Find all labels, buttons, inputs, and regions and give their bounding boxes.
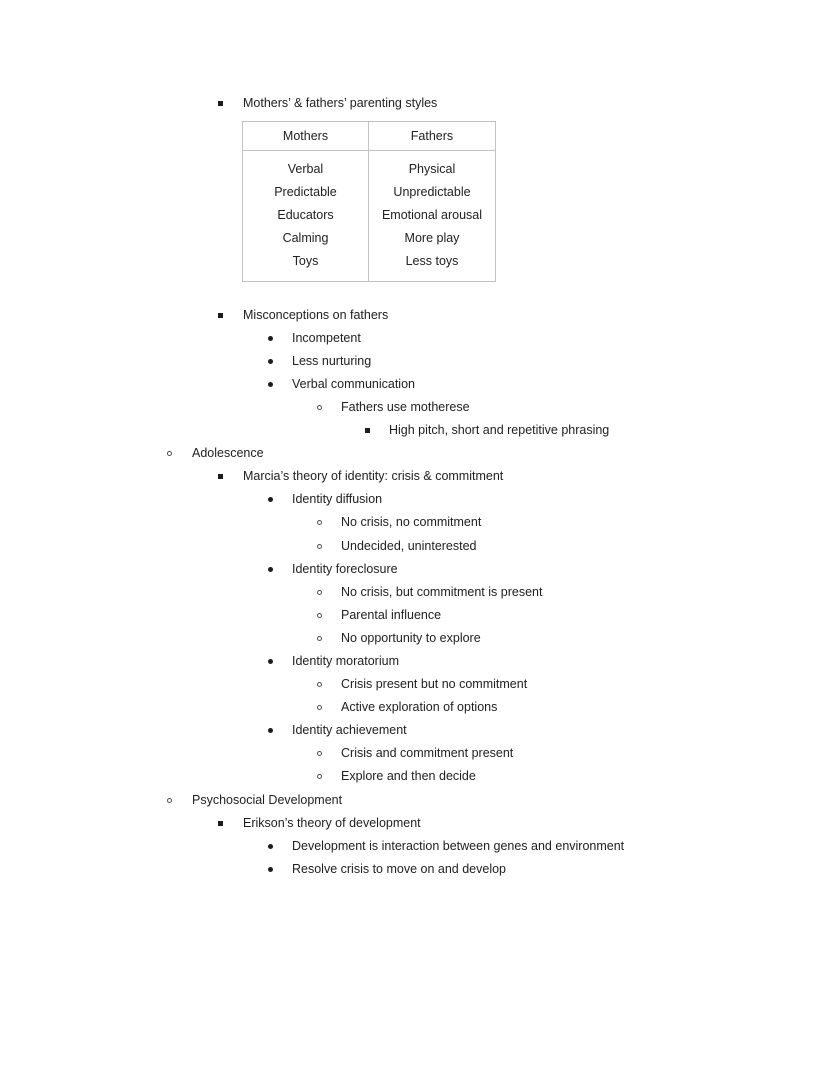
list-item-text: Active exploration of options <box>341 700 498 715</box>
list-item <box>0 765 828 788</box>
table-value: Calming <box>282 231 329 246</box>
table-value: Educators <box>277 208 334 223</box>
bullet-disc-icon <box>268 844 273 849</box>
list-item-text: Development is interaction between genes and environment <box>292 838 625 853</box>
table-value: Verbal <box>287 162 324 177</box>
list-item <box>0 327 828 350</box>
bullet-circle-icon <box>167 451 172 456</box>
list-item-text: Verbal communication <box>292 376 415 391</box>
bullet-square-icon <box>218 313 223 318</box>
table-body-row <box>243 151 496 281</box>
bullet-square-icon <box>218 821 223 826</box>
bullet-circle-icon <box>317 405 322 410</box>
table-cell-fathers <box>369 151 496 281</box>
list-item-text: Marcia’s theory of identity: crisis & commitment <box>243 469 504 484</box>
bullet-circle-icon <box>317 520 322 525</box>
bullet-circle-icon <box>317 705 322 710</box>
list-item-text: No crisis, no commitment <box>341 515 482 530</box>
list-item-text: Adolescence <box>192 446 264 461</box>
list-item-misconceptions <box>0 304 828 327</box>
list-item <box>0 858 828 881</box>
table-header-fathers: Fathers <box>369 122 496 151</box>
list-item-erikson-theory <box>0 812 828 835</box>
list-item <box>0 511 828 534</box>
bullet-square-icon <box>218 474 223 479</box>
list-item-text: Crisis present but no commitment <box>341 677 528 692</box>
list-item-text: Misconceptions on fathers <box>243 307 389 322</box>
list-item-text: Less nurturing <box>292 353 372 368</box>
list-item-text: Identity moratorium <box>292 653 399 668</box>
list-item <box>0 650 828 673</box>
bullet-disc-icon <box>268 336 273 341</box>
table-header-mothers: Mothers <box>243 122 369 151</box>
list-item-psychosocial-development <box>0 789 828 812</box>
bullet-circle-icon <box>317 636 322 641</box>
bullet-circle-icon <box>317 544 322 549</box>
bullet-circle-icon <box>167 798 172 803</box>
table-value: Unpredictable <box>393 185 471 200</box>
list-item <box>0 535 828 558</box>
list-item-text: Mothers’ & fathers’ parenting styles <box>243 96 438 110</box>
list-item-text: Parental influence <box>341 607 442 622</box>
list-item <box>0 696 828 719</box>
list-item-adolescence <box>0 442 828 465</box>
list-item-text: Incompetent <box>292 330 361 345</box>
list-item <box>0 719 828 742</box>
list-item-text: Psychosocial Development <box>192 792 343 807</box>
bullet-circle-icon <box>317 682 322 687</box>
table-cell-mothers <box>243 151 369 281</box>
list-item-text: Identity achievement <box>292 723 407 738</box>
bullet-disc-icon <box>268 728 273 733</box>
list-item <box>0 604 828 627</box>
list-item-text: No opportunity to explore <box>341 630 481 645</box>
list-item-text: High pitch, short and repetitive phrasing <box>389 423 610 438</box>
bullet-disc-icon <box>268 497 273 502</box>
list-item <box>0 558 828 581</box>
parenting-styles-table <box>242 121 496 281</box>
list-item <box>0 350 828 373</box>
bullet-circle-icon <box>317 590 322 595</box>
list-item-parenting-styles <box>0 92 828 115</box>
list-item <box>0 419 828 442</box>
list-item-text: Identity diffusion <box>292 492 383 507</box>
table-value: Toys <box>292 254 319 269</box>
list-item <box>0 581 828 604</box>
table-value: Predictable <box>274 185 337 200</box>
list-item <box>0 673 828 696</box>
table-value: Physical <box>408 162 456 177</box>
table-header-row <box>243 122 496 151</box>
bullet-circle-icon <box>317 774 322 779</box>
list-item <box>0 835 828 858</box>
list-item-text: No crisis, but commitment is present <box>341 584 543 599</box>
bullet-square-icon <box>365 428 370 433</box>
list-item <box>0 396 828 419</box>
bullet-circle-icon <box>317 613 322 618</box>
table-value: More play <box>404 231 460 246</box>
list-item-text: Undecided, uninterested <box>341 538 477 553</box>
list-item-text: Fathers use motherese <box>341 399 470 414</box>
list-item-text: Erikson’s theory of development <box>243 815 421 830</box>
list-item-text: Crisis and commitment present <box>341 746 514 761</box>
bullet-square-icon <box>218 101 223 106</box>
bullet-disc-icon <box>268 567 273 572</box>
list-item-text: Resolve crisis to move on and develop <box>292 861 507 876</box>
list-item-marcia-theory <box>0 465 828 488</box>
list-item-text: Identity foreclosure <box>292 561 398 576</box>
bullet-circle-icon <box>317 751 322 756</box>
list-item <box>0 488 828 511</box>
bullet-disc-icon <box>268 659 273 664</box>
table-value: Less toys <box>405 254 459 269</box>
bullet-disc-icon <box>268 382 273 387</box>
table-value: Emotional arousal <box>381 208 483 223</box>
list-item <box>0 742 828 765</box>
list-item-text: Explore and then decide <box>341 769 476 784</box>
list-item <box>0 373 828 396</box>
bullet-disc-icon <box>268 867 273 872</box>
list-item <box>0 627 828 650</box>
bullet-disc-icon <box>268 359 273 364</box>
